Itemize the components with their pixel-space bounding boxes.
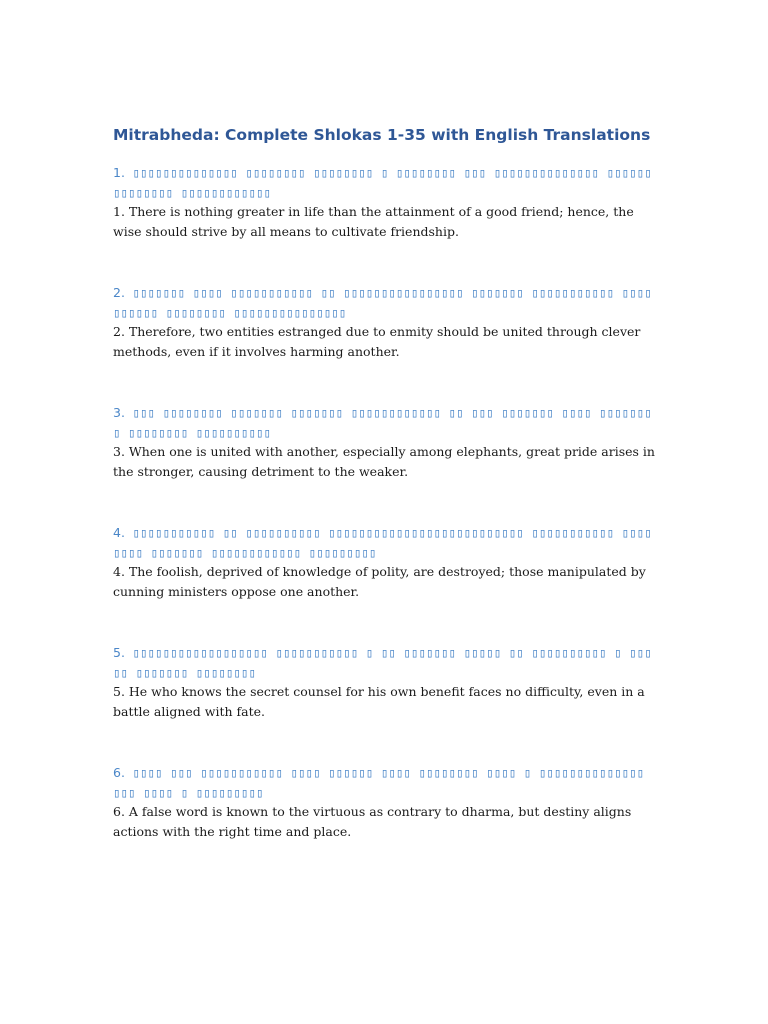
shloka-sanskrit [113,523,658,562]
shloka-sanskrit-text: ▯▯▯▯ ▯▯▯ ▯▯▯▯▯▯▯▯▯▯▯ ▯▯▯▯ ▯▯▯▯▯▯ ▯▯▯▯ ▯▯▯▯▯▯▯▯ ▯▯▯▯ ▯ ▯▯▯▯▯▯▯▯▯▯▯▯▯▯ ▯▯▯ ▯▯▯▯ ▯ ▯▯▯▯▯▯▯▯▯ [113,765,645,800]
shloka-number: 4. [113,525,125,540]
shloka-number: 5. [113,645,125,660]
shloka-translation: 1. There is nothing greater in life than the attainment of a good friend; hence, the wise should strive by all means to cultivate friendship. [113,204,634,239]
document-page [113,124,658,841]
shloka-number: 6. [113,765,125,780]
shloka-number: 3. [113,405,125,420]
shloka-sanskrit-text: ▯▯▯▯▯▯▯▯▯▯▯ ▯▯ ▯▯▯▯▯▯▯▯▯▯ ▯▯▯▯▯▯▯▯▯▯▯▯▯▯▯▯▯▯▯▯▯▯▯▯▯▯ ▯▯▯▯▯▯▯▯▯▯▯ ▯▯▯▯▯▯▯▯ ▯▯▯▯▯▯▯ ▯▯▯▯▯▯▯▯▯▯▯▯ ▯▯▯▯▯▯▯▯▯ [113,525,652,560]
shloka-item-4 [113,523,658,601]
shloka-item-2 [113,283,658,361]
shloka-sanskrit [113,403,658,442]
shloka-item-3 [113,403,658,481]
shloka-sanskrit [113,643,658,682]
shloka-translation: 2. Therefore, two entities estranged due to enmity should be united through clever methods, even if it involves harming another. [113,324,641,359]
shloka-translation: 3. When one is united with another, especially among elephants, great pride arises in the stronger, causing detriment to the weaker. [113,444,655,479]
shloka-item-1 [113,163,658,241]
shloka-sanskrit [113,283,658,322]
shloka-item-5 [113,643,658,721]
shloka-number: 2. [113,285,125,300]
shloka-sanskrit-text: ▯▯▯▯▯▯▯▯▯▯▯▯▯▯ ▯▯▯▯▯▯▯▯ ▯▯▯▯▯▯▯▯ ▯ ▯▯▯▯▯▯▯▯ ▯▯▯ ▯▯▯▯▯▯▯▯▯▯▯▯▯▯ ▯▯▯▯▯▯ ▯▯▯▯▯▯▯▯ ▯▯▯▯▯▯▯▯▯▯▯▯ [113,165,652,200]
shloka-number: 1. [113,165,125,180]
shloka-sanskrit [113,763,658,802]
shloka-list [113,163,658,841]
shloka-translation: 6. A false word is known to the virtuous as contrary to dharma, but destiny aligns actions with the right time and place. [113,804,632,839]
shloka-sanskrit [113,163,658,202]
shloka-translation: 5. He who knows the secret counsel for his own benefit faces no difficulty, even in a battle aligned with fate. [113,684,645,719]
shloka-sanskrit-text: ▯▯▯ ▯▯▯▯▯▯▯▯ ▯▯▯▯▯▯▯ ▯▯▯▯▯▯▯ ▯▯▯▯▯▯▯▯▯▯▯▯ ▯▯ ▯▯▯ ▯▯▯▯▯▯▯ ▯▯▯▯ ▯▯▯▯▯▯▯▯ ▯▯▯▯▯▯▯▯ ▯▯▯▯▯▯▯▯▯▯ [113,405,652,440]
shloka-item-6 [113,763,658,841]
shloka-translation: 4. The foolish, deprived of knowledge of polity, are destroyed; those manipulated by cunning ministers oppose one another. [113,564,646,599]
shloka-sanskrit-text: ▯▯▯▯▯▯▯ ▯▯▯▯ ▯▯▯▯▯▯▯▯▯▯▯ ▯▯ ▯▯▯▯▯▯▯▯▯▯▯▯▯▯▯▯ ▯▯▯▯▯▯▯ ▯▯▯▯▯▯▯▯▯▯▯ ▯▯▯▯▯▯▯▯▯▯ ▯▯▯▯▯▯▯▯ ▯▯▯▯▯▯▯▯▯▯▯▯▯▯▯ [113,285,652,320]
shloka-sanskrit-text: ▯▯▯▯▯▯▯▯▯▯▯▯▯▯▯▯▯▯ ▯▯▯▯▯▯▯▯▯▯▯ ▯ ▯▯ ▯▯▯▯▯▯▯ ▯▯▯▯▯ ▯▯ ▯▯▯▯▯▯▯▯▯▯ ▯ ▯▯▯▯▯ ▯▯▯▯▯▯▯ ▯▯▯▯▯▯▯▯ [113,645,652,680]
document-title: Mitrabheda: Complete Shlokas 1-35 with English Translations [113,126,651,144]
